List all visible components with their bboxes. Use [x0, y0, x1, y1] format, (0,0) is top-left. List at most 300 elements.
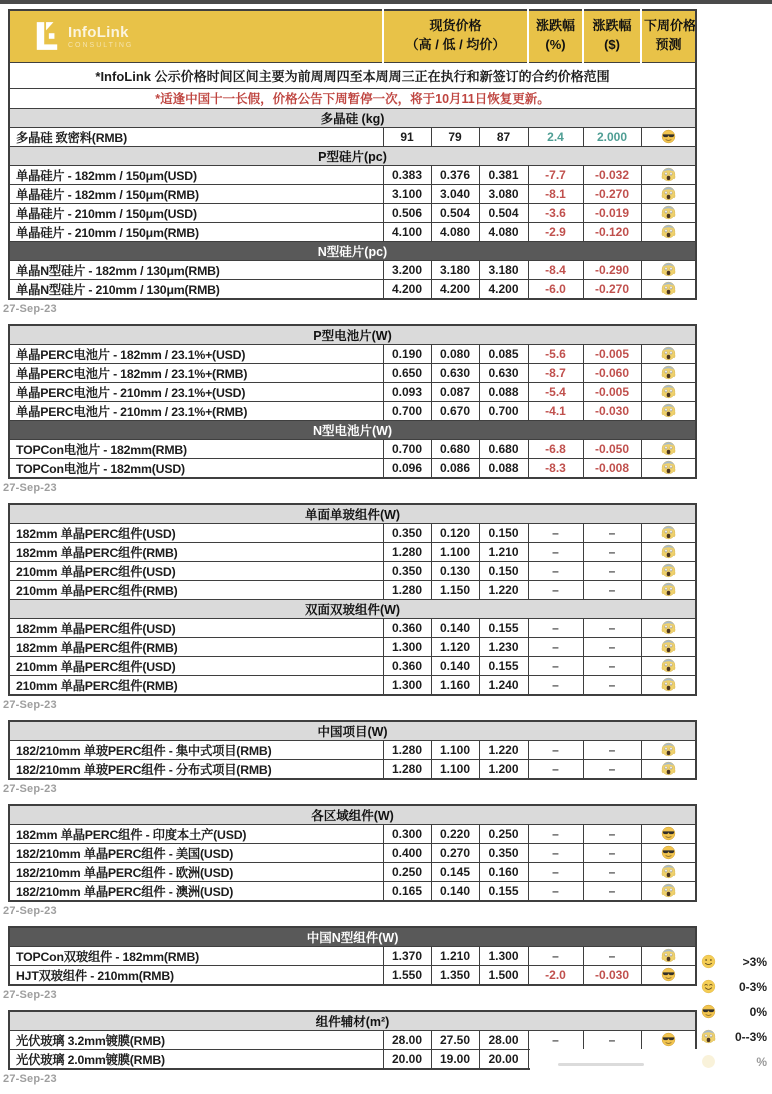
scream-face-icon — [661, 639, 676, 654]
high-price-cell: 1.280 — [383, 759, 431, 779]
high-price-cell: 3.200 — [383, 260, 431, 279]
col-header-sub: （高 / 低 / 均价） — [405, 37, 506, 53]
change-pct-cell: – — [528, 759, 583, 779]
price-row — [9, 580, 696, 599]
change-usd-cell: -0.270 — [583, 184, 641, 203]
price-row — [9, 862, 696, 881]
low-price-cell: 1.160 — [431, 675, 479, 695]
price-row — [9, 222, 696, 241]
change-usd-cell: -0.005 — [583, 344, 641, 363]
scream-face-icon — [661, 563, 676, 578]
date-label: 27-Sep-23 — [3, 988, 57, 1001]
price-table-block — [8, 324, 695, 479]
price-row — [9, 1030, 696, 1049]
low-price-cell: 0.270 — [431, 843, 479, 862]
scream-face-icon — [661, 205, 676, 220]
price-table-blocks — [0, 9, 772, 1085]
scream-face-icon — [661, 544, 676, 559]
section-header-row — [9, 241, 696, 260]
product-name-cell: 单晶硅片 - 182mm / 150μm(USD) — [9, 165, 383, 184]
avg-price-cell: 20.00 — [479, 1049, 528, 1069]
change-pct-cell: 2.4 — [528, 127, 583, 146]
avg-price-cell: 3.180 — [479, 260, 528, 279]
section-title: P型电池片(W) — [9, 325, 696, 345]
price-table-block — [8, 9, 695, 300]
scream-face-icon — [661, 677, 676, 692]
sunglasses-face-icon — [661, 826, 676, 841]
price-table — [8, 804, 697, 902]
high-price-cell: 91 — [383, 127, 431, 146]
brand-header-row — [9, 10, 696, 62]
scream-face-icon — [661, 441, 676, 456]
col-header-title: 下周价格 — [644, 18, 697, 34]
forecast-cell — [641, 824, 696, 843]
price-row — [9, 363, 696, 382]
low-price-cell: 0.130 — [431, 561, 479, 580]
change-usd-cell: -0.005 — [583, 382, 641, 401]
low-price-cell: 1.210 — [431, 946, 479, 965]
change-pct-cell: – — [528, 881, 583, 901]
scream-face-icon — [661, 582, 676, 597]
high-price-cell: 0.093 — [383, 382, 431, 401]
price-row — [9, 523, 696, 542]
scream-face-icon — [701, 1029, 716, 1044]
low-price-cell: 27.50 — [431, 1030, 479, 1049]
change-pct-cell: -3.6 — [528, 203, 583, 222]
change-usd-cell: -0.030 — [583, 965, 641, 985]
low-price-cell: 79 — [431, 127, 479, 146]
price-row — [9, 656, 696, 675]
high-price-cell: 0.506 — [383, 203, 431, 222]
section-title: 中国N型组件(W) — [9, 927, 696, 947]
low-price-cell: 0.120 — [431, 523, 479, 542]
change-usd-cell: 2.000 — [583, 127, 641, 146]
avg-price-cell: 0.504 — [479, 203, 528, 222]
avg-price-cell: 0.155 — [479, 618, 528, 637]
section-header-row — [9, 325, 696, 345]
forecast-cell — [641, 637, 696, 656]
low-price-cell: 0.145 — [431, 862, 479, 881]
low-price-cell: 0.220 — [431, 824, 479, 843]
date-label: 27-Sep-23 — [3, 481, 57, 494]
product-name-cell: 单晶PERC电池片 - 210mm / 23.1%+(USD) — [9, 382, 383, 401]
product-name-cell: 单晶N型硅片 - 210mm / 130μm(RMB) — [9, 279, 383, 299]
change-usd-cell: – — [583, 523, 641, 542]
change-pct-cell: -6.0 — [528, 279, 583, 299]
infolink-logo — [12, 21, 380, 51]
section-header-row — [9, 108, 696, 127]
avg-price-cell: 28.00 — [479, 1030, 528, 1049]
price-table — [8, 503, 697, 696]
avg-price-cell: 1.240 — [479, 675, 528, 695]
date-label: 27-Sep-23 — [3, 698, 57, 711]
scream-face-icon — [661, 403, 676, 418]
change-pct-cell: – — [528, 1030, 583, 1049]
high-price-cell: 1.280 — [383, 580, 431, 599]
change-pct-cell: – — [528, 946, 583, 965]
low-price-cell: 4.200 — [431, 279, 479, 299]
product-name-cell: 210mm 单晶PERC组件(USD) — [9, 561, 383, 580]
legend-label: 0% — [749, 1004, 767, 1019]
change-pct-cell: -6.8 — [528, 439, 583, 458]
smudge-artifact — [558, 1063, 644, 1066]
high-price-cell: 1.300 — [383, 637, 431, 656]
avg-price-cell: 0.085 — [479, 344, 528, 363]
change-usd-cell: – — [583, 656, 641, 675]
forecast-cell — [641, 881, 696, 901]
change-pct-cell: – — [528, 862, 583, 881]
legend-item — [701, 949, 767, 974]
price-row — [9, 843, 696, 862]
high-price-cell: 4.200 — [383, 279, 431, 299]
brand-text — [68, 24, 133, 49]
avg-price-cell: 0.630 — [479, 363, 528, 382]
low-price-cell: 0.376 — [431, 165, 479, 184]
avg-price-cell: 0.350 — [479, 843, 528, 862]
product-name-cell: TOPCon电池片 - 182mm(USD) — [9, 458, 383, 478]
legend-item — [701, 974, 767, 999]
product-name-cell: 单晶N型硅片 - 182mm / 130μm(RMB) — [9, 260, 383, 279]
price-table-block — [8, 1010, 695, 1070]
section-title: P型硅片(pc) — [9, 146, 696, 165]
section-title: 中国项目(W) — [9, 721, 696, 741]
avg-price-cell: 4.080 — [479, 222, 528, 241]
change-pct-cell: – — [528, 637, 583, 656]
change-usd-cell: – — [583, 759, 641, 779]
scream-face-icon — [661, 281, 676, 296]
sunglasses-face-icon — [661, 967, 676, 982]
forecast-cell — [641, 344, 696, 363]
product-name-cell: 光伏玻璃 3.2mm镀膜(RMB) — [9, 1030, 383, 1049]
avg-price-cell: 3.080 — [479, 184, 528, 203]
change-pct-cell: -8.4 — [528, 260, 583, 279]
product-name-cell: TOPCon电池片 - 182mm(RMB) — [9, 439, 383, 458]
change-pct-cell: -5.6 — [528, 344, 583, 363]
brand-logo-cell — [9, 10, 383, 62]
avg-price-cell: 0.150 — [479, 561, 528, 580]
product-name-cell: 182mm 单晶PERC组件(RMB) — [9, 542, 383, 561]
sunglasses-face-icon — [701, 1004, 716, 1019]
high-price-cell: 1.370 — [383, 946, 431, 965]
price-row — [9, 675, 696, 695]
col-header-title: 现货价格 — [429, 18, 482, 34]
high-price-cell: 0.700 — [383, 439, 431, 458]
forecast-cell — [641, 523, 696, 542]
sunglasses-face-icon — [661, 129, 676, 144]
high-price-cell: 0.360 — [383, 656, 431, 675]
low-price-cell: 0.080 — [431, 344, 479, 363]
avg-price-cell: 0.155 — [479, 881, 528, 901]
price-row — [9, 965, 696, 985]
sunglasses-face-icon — [661, 845, 676, 860]
price-row — [9, 165, 696, 184]
high-price-cell: 0.300 — [383, 824, 431, 843]
change-usd-cell: – — [583, 580, 641, 599]
change-pct-cell: -8.1 — [528, 184, 583, 203]
change-usd-cell: -0.050 — [583, 439, 641, 458]
low-price-cell: 1.100 — [431, 740, 479, 759]
change-usd-cell: – — [583, 542, 641, 561]
scream-face-icon — [661, 262, 676, 277]
scream-face-icon — [661, 167, 676, 182]
col-header-sub: ($) — [604, 37, 620, 53]
col-header-title: 涨跌幅 — [592, 18, 632, 34]
forecast-cell — [641, 127, 696, 146]
product-name-cell: 210mm 单晶PERC组件(RMB) — [9, 675, 383, 695]
section-header-row — [9, 1011, 696, 1031]
date-label: 27-Sep-23 — [3, 904, 57, 917]
col-header-title: 涨跌幅 — [536, 18, 576, 34]
forecast-cell — [641, 740, 696, 759]
low-price-cell: 1.100 — [431, 759, 479, 779]
section-header-row — [9, 721, 696, 741]
change-pct-cell: – — [528, 542, 583, 561]
price-row — [9, 279, 696, 299]
change-pct-cell: -7.7 — [528, 165, 583, 184]
price-table — [8, 926, 697, 986]
change-usd-cell: -0.030 — [583, 401, 641, 420]
forecast-cell — [641, 542, 696, 561]
section-header-row — [9, 146, 696, 165]
col-header-sub: 预测 — [655, 37, 682, 53]
high-price-cell: 0.650 — [383, 363, 431, 382]
product-name-cell: 单晶硅片 - 182mm / 150μm(RMB) — [9, 184, 383, 203]
forecast-cell — [641, 862, 696, 881]
scream-face-icon — [661, 658, 676, 673]
forecast-cell — [641, 401, 696, 420]
price-row — [9, 382, 696, 401]
change-usd-cell: -0.008 — [583, 458, 641, 478]
high-price-cell: 0.350 — [383, 561, 431, 580]
product-name-cell: 182mm 单晶PERC组件 - 印度本土产(USD) — [9, 824, 383, 843]
high-price-cell: 1.280 — [383, 740, 431, 759]
change-pct-cell: -4.1 — [528, 401, 583, 420]
high-price-cell: 4.100 — [383, 222, 431, 241]
avg-price-cell: 1.230 — [479, 637, 528, 656]
avg-price-cell: 87 — [479, 127, 528, 146]
change-usd-cell: -0.120 — [583, 222, 641, 241]
price-row — [9, 759, 696, 779]
forecast-cell — [641, 165, 696, 184]
forecast-cell — [641, 656, 696, 675]
price-row — [9, 637, 696, 656]
forecast-cell — [641, 260, 696, 279]
price-row — [9, 561, 696, 580]
section-title: 单面单玻组件(W) — [9, 504, 696, 524]
section-title: 双面双玻组件(W) — [9, 599, 696, 618]
col-header-sub: (%) — [545, 37, 566, 53]
scream-face-icon — [661, 761, 676, 776]
high-price-cell: 0.350 — [383, 523, 431, 542]
high-price-cell: 28.00 — [383, 1030, 431, 1049]
high-price-cell: 1.550 — [383, 965, 431, 985]
product-name-cell: TOPCon双玻组件 - 182mm(RMB) — [9, 946, 383, 965]
forecast-cell — [641, 618, 696, 637]
forecast-legend — [701, 949, 767, 1074]
forecast-cell — [641, 580, 696, 599]
scream-face-icon — [661, 384, 676, 399]
high-price-cell: 0.165 — [383, 881, 431, 901]
price-table — [8, 324, 697, 479]
high-price-cell: 0.190 — [383, 344, 431, 363]
avg-price-cell: 1.210 — [479, 542, 528, 561]
product-name-cell: 182mm 单晶PERC组件(RMB) — [9, 637, 383, 656]
scream-face-icon — [661, 460, 676, 475]
col-header-spot — [383, 10, 528, 62]
change-usd-cell: – — [583, 1030, 641, 1049]
product-name-cell: HJT双玻组件 - 210mm(RMB) — [9, 965, 383, 985]
low-price-cell: 1.100 — [431, 542, 479, 561]
scream-face-icon — [661, 948, 676, 963]
price-table — [8, 9, 697, 300]
note-row — [9, 88, 696, 108]
scream-face-icon — [661, 186, 676, 201]
price-row — [9, 203, 696, 222]
legend-item — [701, 1049, 767, 1074]
change-pct-cell: -2.9 — [528, 222, 583, 241]
high-price-cell: 0.096 — [383, 458, 431, 478]
change-pct-cell: – — [528, 824, 583, 843]
price-row — [9, 824, 696, 843]
scream-face-icon — [661, 525, 676, 540]
grin-face-icon — [701, 979, 716, 994]
smiley-face-icon — [701, 954, 716, 969]
legend-item — [701, 1024, 767, 1049]
low-price-cell: 0.140 — [431, 881, 479, 901]
avg-price-cell: 0.381 — [479, 165, 528, 184]
change-usd-cell: – — [583, 824, 641, 843]
avg-price-cell: 0.150 — [479, 523, 528, 542]
price-row — [9, 260, 696, 279]
product-name-cell: 单晶PERC电池片 - 182mm / 23.1%+(RMB) — [9, 363, 383, 382]
change-usd-cell: – — [583, 843, 641, 862]
avg-price-cell: 1.220 — [479, 740, 528, 759]
low-price-cell: 3.180 — [431, 260, 479, 279]
forecast-cell — [641, 759, 696, 779]
faded-face-icon — [701, 1054, 716, 1069]
section-title: 多晶硅 (kg) — [9, 108, 696, 127]
price-row — [9, 184, 696, 203]
date-label: 27-Sep-23 — [3, 1072, 57, 1085]
change-usd-cell: – — [583, 561, 641, 580]
forecast-cell — [641, 965, 696, 985]
low-price-cell: 0.680 — [431, 439, 479, 458]
forecast-cell — [641, 382, 696, 401]
low-price-cell: 1.120 — [431, 637, 479, 656]
change-usd-cell: – — [583, 881, 641, 901]
avg-price-cell: 1.500 — [479, 965, 528, 985]
scream-face-icon — [661, 864, 676, 879]
legend-label: >3% — [742, 954, 767, 969]
change-pct-cell: -5.4 — [528, 382, 583, 401]
product-name-cell: 182mm 单晶PERC组件(USD) — [9, 523, 383, 542]
change-pct-cell: – — [528, 843, 583, 862]
product-name-cell: 210mm 单晶PERC组件(RMB) — [9, 580, 383, 599]
change-usd-cell: -0.270 — [583, 279, 641, 299]
col-header-usd — [583, 10, 641, 62]
section-header-row — [9, 504, 696, 524]
high-price-cell: 0.700 — [383, 401, 431, 420]
price-table-block — [8, 503, 695, 696]
holiday-notice: *适逢中国十一长假，价格公告下周暂停一次，将于10月11日恢复更新。 — [9, 88, 696, 108]
price-table-block — [8, 926, 695, 986]
low-price-cell: 0.140 — [431, 618, 479, 637]
change-pct-cell: -2.0 — [528, 965, 583, 985]
section-title: N型电池片(W) — [9, 420, 696, 439]
low-price-cell: 3.040 — [431, 184, 479, 203]
change-pct-cell: – — [528, 675, 583, 695]
price-row — [9, 881, 696, 901]
product-name-cell: 182/210mm 单玻PERC组件 - 分布式项目(RMB) — [9, 759, 383, 779]
scream-face-icon — [661, 224, 676, 239]
price-row — [9, 618, 696, 637]
washed-out-area — [530, 1049, 700, 1074]
forecast-cell — [641, 279, 696, 299]
price-row — [9, 542, 696, 561]
avg-price-cell: 4.200 — [479, 279, 528, 299]
forecast-cell — [641, 1030, 696, 1049]
scream-face-icon — [661, 883, 676, 898]
price-row — [9, 458, 696, 478]
avg-price-cell: 0.160 — [479, 862, 528, 881]
change-usd-cell: – — [583, 862, 641, 881]
product-name-cell: 182mm 单晶PERC组件(USD) — [9, 618, 383, 637]
low-price-cell: 1.150 — [431, 580, 479, 599]
forecast-cell — [641, 458, 696, 478]
high-price-cell: 0.360 — [383, 618, 431, 637]
section-header-row — [9, 420, 696, 439]
low-price-cell: 0.670 — [431, 401, 479, 420]
change-usd-cell: – — [583, 618, 641, 637]
scream-face-icon — [661, 620, 676, 635]
forecast-cell — [641, 561, 696, 580]
note-row — [9, 62, 696, 88]
change-pct-cell: – — [528, 740, 583, 759]
infolink-logo-icon — [34, 21, 60, 51]
product-name-cell: 210mm 单晶PERC组件(USD) — [9, 656, 383, 675]
brand-subtitle: CONSULTING — [68, 41, 134, 49]
date-label: 27-Sep-23 — [3, 302, 57, 315]
product-name-cell: 光伏玻璃 2.0mm镀膜(RMB) — [9, 1049, 383, 1069]
avg-price-cell: 0.680 — [479, 439, 528, 458]
avg-price-cell: 1.220 — [479, 580, 528, 599]
price-row — [9, 344, 696, 363]
high-price-cell: 3.100 — [383, 184, 431, 203]
change-pct-cell: -8.7 — [528, 363, 583, 382]
avg-price-cell: 0.088 — [479, 382, 528, 401]
low-price-cell: 19.00 — [431, 1049, 479, 1069]
change-pct-cell: -8.3 — [528, 458, 583, 478]
change-usd-cell: – — [583, 740, 641, 759]
change-usd-cell: – — [583, 637, 641, 656]
low-price-cell: 0.504 — [431, 203, 479, 222]
col-header-forecast — [641, 10, 696, 62]
change-pct-cell: – — [528, 656, 583, 675]
scream-face-icon — [661, 346, 676, 361]
product-name-cell: 182/210mm 单晶PERC组件 - 澳洲(USD) — [9, 881, 383, 901]
high-price-cell: 0.400 — [383, 843, 431, 862]
price-bulletin-page — [0, 4, 772, 1085]
section-header-row — [9, 599, 696, 618]
avg-price-cell: 0.250 — [479, 824, 528, 843]
avg-price-cell: 0.088 — [479, 458, 528, 478]
product-name-cell: 182/210mm 单晶PERC组件 - 欧洲(USD) — [9, 862, 383, 881]
forecast-cell — [641, 184, 696, 203]
low-price-cell: 0.630 — [431, 363, 479, 382]
section-title: 组件辅材(m²) — [9, 1011, 696, 1031]
high-price-cell: 1.280 — [383, 542, 431, 561]
forecast-cell — [641, 363, 696, 382]
